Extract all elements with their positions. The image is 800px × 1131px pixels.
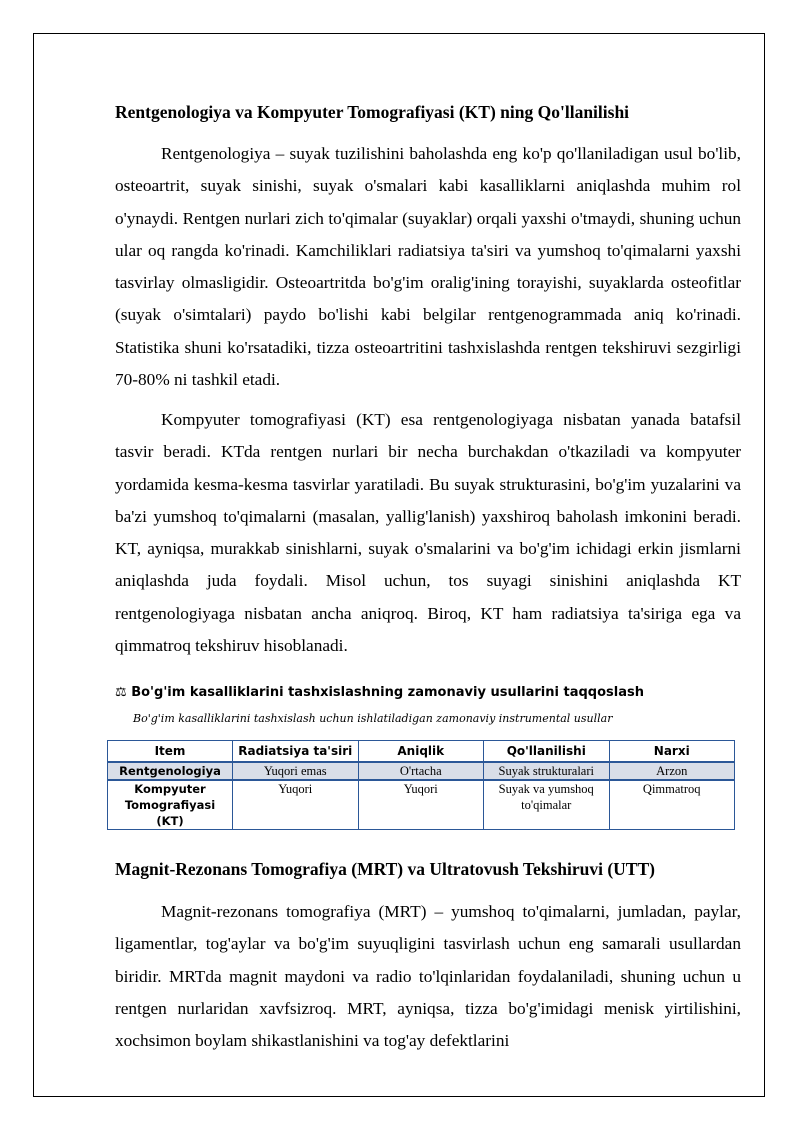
- table-cell: Yuqori: [233, 780, 359, 830]
- table-title: [115, 684, 745, 702]
- paragraph: Kompyuter tomografiyasi (KT) esa rentgenologiyaga nisbatan yanada batafsil tasvir beradi. KTda rentgen nurlari bir necha burchakdan o'tkaziladi va kompyuter yordamida kesma-kesma tasvirlar yaratiladi. Bu suyak strukturasini, bo'g'im yuzalarini va ba'zi yumshoq to'qimalarni (masalan, yallig'lanish) yaxshiroq baholash imkonini beradi. KT, ayniqsa, murakkab sinishlarni, suyak o'smalarini va bo'g'im ichidagi erkin jismlarni aniqlashda juda foydali. Misol uchun, tos suyagi sinishini aniqlashda KT rentgenologiyaga nisbatan ancha aniqroq. Biroq, KT ham radiatsiya ta'siriga ega va qimmatroq tekshiruv hisoblanadi.: [115, 410, 741, 656]
- table-cell: Arzon: [609, 762, 735, 780]
- row-label: Kompyuter Tomografiyasi (KT): [108, 780, 233, 830]
- section-heading: Rentgenologiya va Kompyuter Tomografiyasi (KT) ning Qo'llanilishi: [115, 102, 630, 122]
- column-header: Qo'llanilishi: [484, 741, 610, 763]
- row-label: Rentgenologiya: [108, 762, 233, 780]
- column-header: Radiatsiya ta'siri: [233, 741, 359, 763]
- scales-icon: ⚖: [115, 685, 127, 700]
- table-header-row: [108, 741, 735, 763]
- table-cell: Qimmatroq: [609, 780, 735, 830]
- table-cell: Yuqori: [358, 780, 484, 830]
- table-row: [108, 762, 735, 780]
- table-cell: Yuqori emas: [233, 762, 359, 780]
- column-header: Aniqlik: [358, 741, 484, 763]
- section-heading: Magnit-Rezonans Tomografiya (MRT) va Ultratovush Tekshiruvi (UTT): [115, 859, 655, 879]
- table-title-text: Bo'g'im kasalliklarini tashxislashning zamonaviy usullarini taqqoslash: [131, 685, 644, 700]
- table-cell: Suyak strukturalari: [484, 762, 610, 780]
- column-header: Narxi: [609, 741, 735, 763]
- table-caption: Bo'g'im kasalliklarini tashxislash uchun ishlatiladigan zamonaviy instrumental usullar: [133, 712, 613, 725]
- comparison-table: [107, 740, 735, 830]
- column-header: Item: [108, 741, 233, 763]
- table-cell: O'rtacha: [358, 762, 484, 780]
- table-cell: Suyak va yumshoq to'qimalar: [484, 780, 610, 830]
- paragraph: Rentgenologiya – suyak tuzilishini baholashda eng ko'p qo'llaniladigan usul bo'lib, osteoartrit, suyak sinishi, suyak o'smalari kabi kasalliklarni aniqlashda muhim rol o'ynaydi. Rentgen nurlari zich to'qimalar (suyaklar) orqali yaxshi o'tmaydi, shuning uchun ular oq rangda ko'rinadi. Kamchiliklari radiatsiya ta'siri va yumshoq to'qimalarni yaxshi tasvirlay olmasligidir. Osteoartritda bo'g'im oralig'ining torayishi, suyaklarda osteofitlar (suyak o'simtalari) paydo bo'lishi kabi belgilar rentgenogrammada aniq ko'rinadi. Statistika shuni ko'rsatadiki, tizza osteoartritini tashxislashda rentgen tekshiruvi sezgirligi 70-80% ni tashkil etadi.: [115, 144, 741, 390]
- table-row: [108, 780, 735, 830]
- paragraph: Magnit-rezonans tomografiya (MRT) – yumshoq to'qimalarni, jumladan, paylar, ligamentlar, tog'aylar va bo'g'im suyuqligini tasvirlash uchun eng samarali usullardan biridir. MRTda magnit maydoni va radio to'lqinlaridan foydalaniladi, shuning uchun u rentgen nurlaridan xavfsizroq. MRT, ayniqsa, tizza bo'g'imidagi menisk yirtilishini, xochsimon boylam shikastlanishini va tog'ay defektlarini: [115, 902, 741, 1051]
